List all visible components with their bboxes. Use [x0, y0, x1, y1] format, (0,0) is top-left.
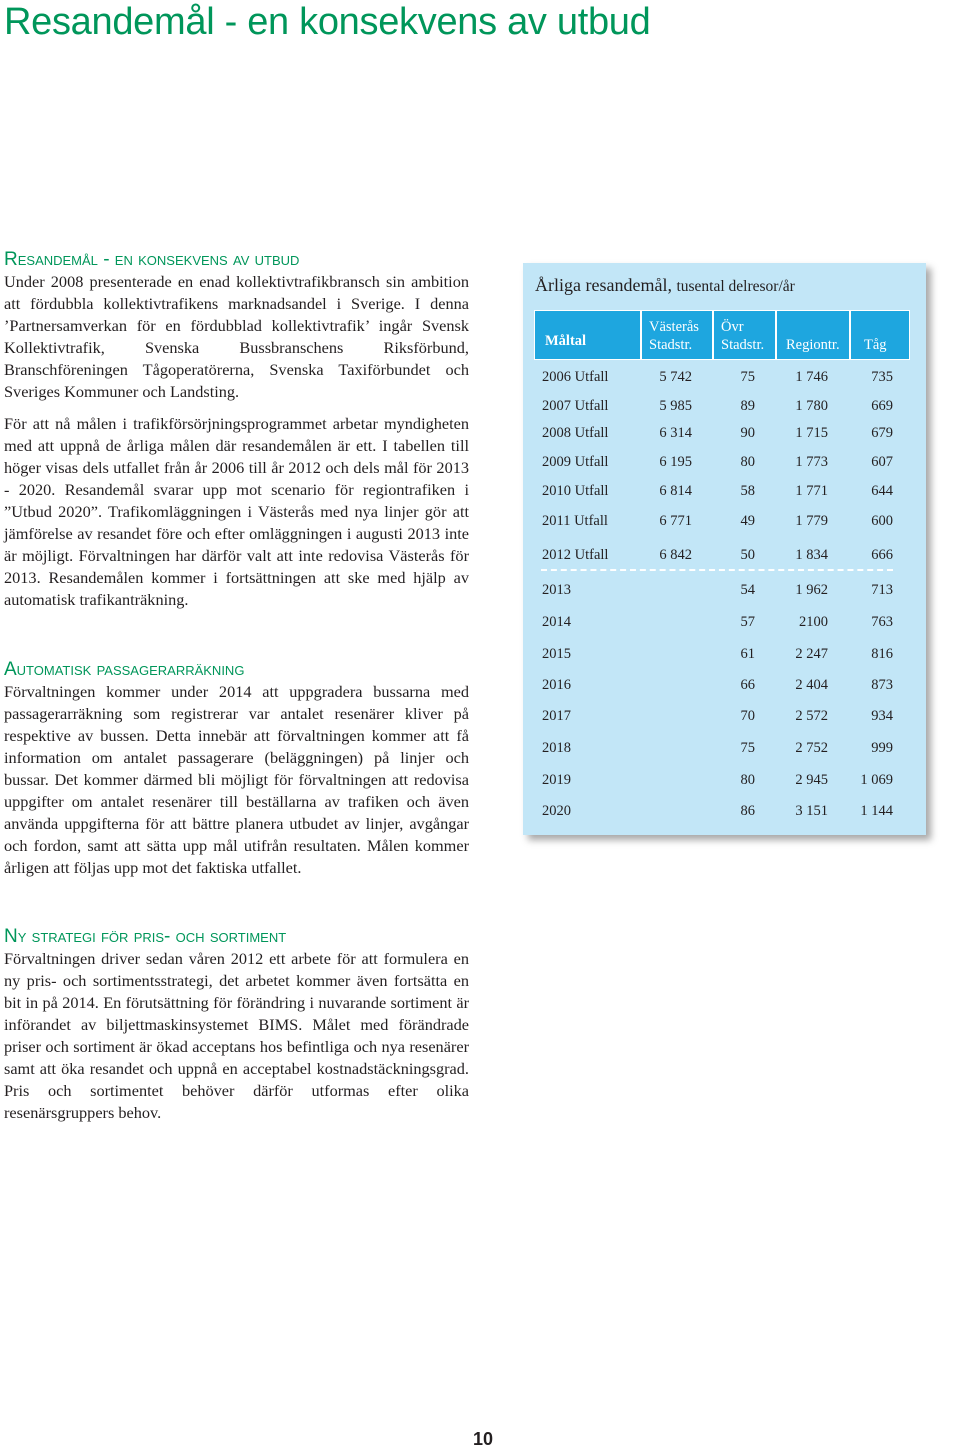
table-divider [541, 569, 893, 571]
table-cell: 2017 [542, 708, 571, 724]
table-cell: 90 [740, 425, 755, 441]
table-row [523, 579, 926, 601]
section-passagerarrakning [4, 660, 469, 879]
table-row [523, 800, 926, 822]
table-header-vasteras: Västerås Stadstr. [641, 310, 713, 360]
table-cell: 2 404 [795, 677, 828, 693]
table-header-maltal: Måltal [534, 310, 641, 360]
table-row [523, 769, 926, 791]
table-row [523, 674, 926, 696]
section-paragraph: För att nå målen i trafikförsörjningsprogrammet arbetar myndigheten med att uppnå de årliga målen där resandemålen är ett. I tabellen till höger visas dels utfallet från år 2006 till år 2012 och dels mål för 2013 - 2020. Resandemål svarar upp mot scenario för regiontrafiken i ”Utbud 2020”. Trafikomläggningen i Västerås med nya linjer gör att jämförelse av resandet före och efter omläggningen i augusti 2013 inte är möjligt. Förvaltningen har därför valt att inte redovisa Västerås för 2013. Resandemålen kommer i fortsättningen att ske med hjälp av automatisk trafikanträkning. [4, 414, 469, 609]
table-row [523, 510, 926, 532]
section-paragraph: Förvaltningen kommer under 2014 att uppgradera bussarna med passagerarräkning som registrerar var antalet resenärer kliver på respektive av bussen. Detta innebär att förvaltningen kommer att få information om antalet passagerare (beläggningen) på linjer och bussar. Det kommer därmed bli möjligt för förvaltningen att redovisa uppgifter om antalet resenärer till beställarna av trafiken och även använda uppgifterna för att bättre planera utbudet av linjer, avgångar och fordon, samt att sätta upp mål utifrån resultaten. Målen kommer årligen att följas upp mot det faktiska utfallet. [4, 682, 469, 877]
table-cell: 2011 Utfall [542, 513, 608, 529]
table-cell: 607 [871, 454, 893, 470]
table-header-regiontr: Regiontr. [776, 310, 850, 360]
table-cell: 5 985 [659, 398, 692, 414]
table-cell: 600 [871, 513, 893, 529]
table-cell: 999 [871, 740, 893, 756]
section-resandemal [4, 250, 469, 611]
table-cell: 86 [740, 803, 755, 819]
table-cell: 2012 Utfall [542, 547, 609, 563]
table-cell: 58 [740, 483, 755, 499]
section-heading: Resandemål - en konsekvens av utbud [4, 249, 300, 270]
table-cell: 2100 [799, 614, 828, 630]
table-cell: 2018 [542, 740, 571, 756]
table-cell: 2015 [542, 646, 571, 662]
table-cell: 2 247 [795, 646, 828, 662]
table-cell: 2007 Utfall [542, 398, 609, 414]
table-row [523, 451, 926, 473]
section-heading: Automatisk passagerarräkning [4, 659, 245, 680]
table-cell: 50 [740, 547, 755, 563]
table-cell: 80 [740, 772, 755, 788]
table-cell: 5 742 [659, 369, 692, 385]
table-cell: 75 [740, 740, 755, 756]
table-cell: 70 [740, 708, 755, 724]
table-cell: 1 746 [795, 369, 828, 385]
table-cell: 2014 [542, 614, 571, 630]
table-row [523, 737, 926, 759]
table-cell: 1 779 [795, 513, 828, 529]
table-subtitle: tusental delresor/år [676, 278, 795, 295]
table-cell: 1 144 [860, 803, 893, 819]
table-cell: 2013 [542, 582, 571, 598]
table-title [535, 273, 795, 299]
table-cell: 3 151 [795, 803, 828, 819]
table-cell: 2 572 [795, 708, 828, 724]
table-header-tag: Tåg [850, 310, 910, 360]
page-title: Resandemål - en konsekvens av utbud [4, 1, 651, 43]
table-cell: 6 771 [659, 513, 692, 529]
table-cell: 2010 Utfall [542, 483, 609, 499]
table-cell: 1 834 [795, 547, 828, 563]
table-title-main: Årliga resandemål, [535, 275, 672, 295]
table-cell: 6 314 [659, 425, 692, 441]
table-cell: 2 945 [795, 772, 828, 788]
table-row [523, 643, 926, 665]
table-cell: 763 [871, 614, 893, 630]
table-cell: 6 814 [659, 483, 692, 499]
table-row [523, 366, 926, 388]
table-row [523, 611, 926, 633]
resandemal-table [523, 263, 926, 835]
table-cell: 2020 [542, 803, 571, 819]
table-cell: 934 [871, 708, 893, 724]
table-cell: 666 [871, 547, 893, 563]
table-cell: 1 771 [795, 483, 828, 499]
page-number: 10 [472, 1429, 494, 1449]
table-cell: 61 [740, 646, 755, 662]
table-row [523, 705, 926, 727]
table-cell: 1 715 [795, 425, 828, 441]
table-cell: 2016 [542, 677, 571, 693]
table-cell: 54 [740, 582, 755, 598]
table-cell: 2009 Utfall [542, 454, 609, 470]
table-row [523, 480, 926, 502]
table-cell: 49 [740, 513, 755, 529]
table-cell: 2008 Utfall [542, 425, 609, 441]
table-cell: 679 [871, 425, 893, 441]
table-cell: 75 [740, 369, 755, 385]
table-header-ovr: Övr Stadstr. [713, 310, 776, 360]
section-paragraph: Förvaltningen driver sedan våren 2012 ett arbete för att formulera en ny pris- och sortimentsstrategi, det arbetet kommer även fortsätta en bit in på 2014. En förutsättning för förändring i nuvarande sortiment är införandet av biljettmaskinsystemet BIMS. Målet med förändrade priser och sortiment är ökad acceptans hos befintliga och nya resenärer samt att öka resandet och uppnå en acceptabel kostnadstäckningsgrad. Pris och sortimentet behöver därför utformas efter olika resenärsgruppers behov. [4, 949, 469, 1122]
section-pris-sortiment [4, 927, 469, 1124]
table-cell: 669 [871, 398, 893, 414]
table-cell: 2019 [542, 772, 571, 788]
table-cell: 1 962 [795, 582, 828, 598]
table-cell: 89 [740, 398, 755, 414]
table-cell: 1 069 [860, 772, 893, 788]
section-heading: Ny strategi för pris- och sortiment [4, 926, 287, 947]
table-cell: 6 842 [659, 547, 692, 563]
table-cell: 57 [740, 614, 755, 630]
table-cell: 816 [871, 646, 893, 662]
table-row [523, 544, 926, 566]
table-cell: 644 [871, 483, 893, 499]
table-cell: 80 [740, 454, 755, 470]
table-row [523, 422, 926, 444]
table-cell: 2006 Utfall [542, 369, 609, 385]
table-row [523, 395, 926, 417]
table-cell: 1 780 [795, 398, 828, 414]
table-cell: 2 752 [795, 740, 828, 756]
table-cell: 713 [871, 582, 893, 598]
table-cell: 735 [871, 369, 893, 385]
table-cell: 873 [871, 677, 893, 693]
table-cell: 1 773 [795, 454, 828, 470]
section-paragraph: Under 2008 presenterade en enad kollektivtrafikbransch sin ambition att fördubbla kollektivtrafikens marknadsandel i Sverige. I denna ’Partnersamverkan för en fördubblad kollektivtrafik’ ingår Svensk Kollektivtrafik, Svenska Bussbranschens Riksförbund, Branschföreningen Tågoperatörerna, Svenska Taxiförbundet och Sveriges Kommuner och Landsting. [4, 272, 469, 401]
table-cell: 66 [740, 677, 755, 693]
table-cell: 6 195 [659, 454, 692, 470]
